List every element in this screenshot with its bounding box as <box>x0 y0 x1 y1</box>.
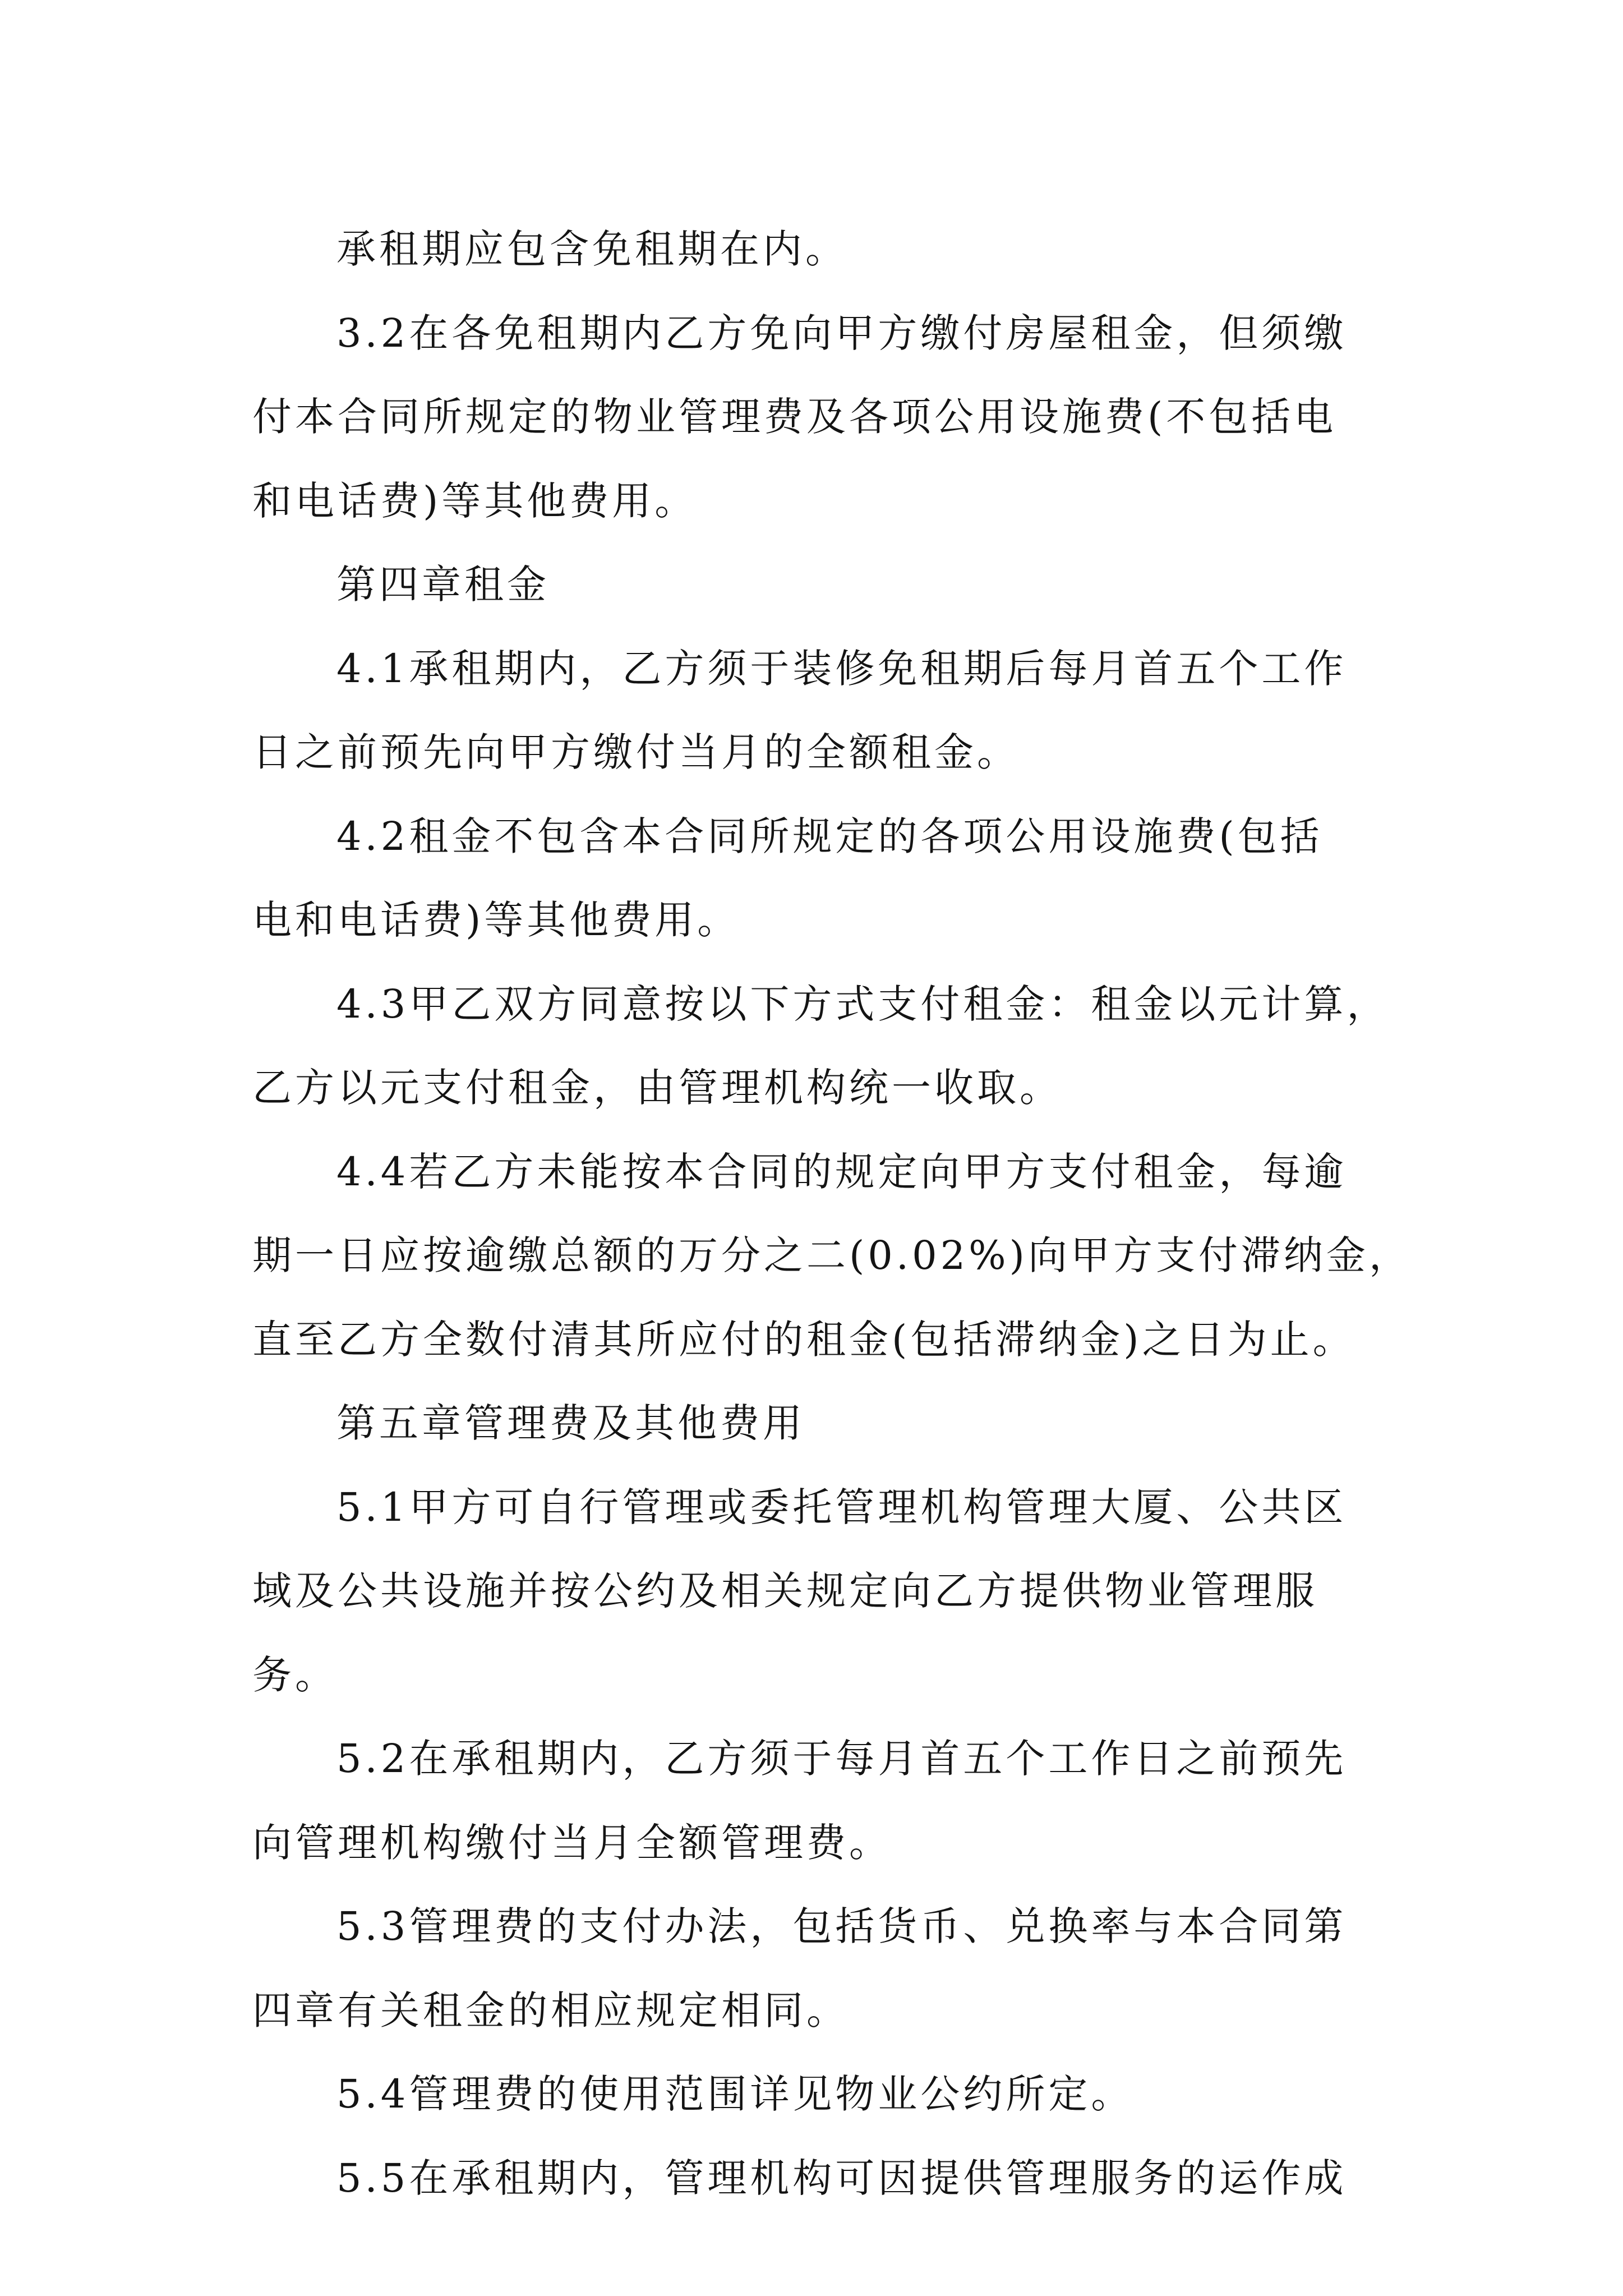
text-line: 域及公共设施并按公约及相关规定向乙方提供物业管理服 <box>252 1568 1318 1614</box>
text-line: 电和电话费)等其他费用。 <box>252 897 740 943</box>
text-line: 四章有关租金的相应规定相同。 <box>252 1987 849 2033</box>
text-line: 5.4管理费的使用范围详见物业公约所定。 <box>336 2071 1134 2117</box>
text-line: 4.1承租期内，乙方须于装修免租期后每月首五个工作 <box>336 645 1347 692</box>
text-line: 务。 <box>252 1651 338 1698</box>
chapter-heading: 第五章管理费及其他费用 <box>336 1400 805 1446</box>
text-line: 日之前预先向甲方缴付当月的全额租金。 <box>252 729 1020 775</box>
text-line: 承租期应包含免租期在内。 <box>336 226 848 272</box>
document-page <box>252 208 1412 2220</box>
text-line: 5.5在承租期内，管理机构可因提供管理服务的运作成 <box>336 2155 1347 2201</box>
text-line: 5.2在承租期内，乙方须于每月首五个工作日之前预先 <box>336 1736 1347 1782</box>
text-line: 期一日应按逾缴总额的万分之二(0.02%)向甲方支付滞纳金， <box>252 1232 1412 1278</box>
text-line: 向管理机构缴付当月全额管理费。 <box>252 1819 892 1866</box>
text-line: 付本合同所规定的物业管理费及各项公用设施费(不包括电 <box>252 394 1337 440</box>
text-line: 和电话费)等其他费用。 <box>252 477 698 524</box>
text-line: 3.2在各免租期内乙方免向甲方缴付房屋租金，但须缴 <box>336 310 1347 356</box>
chapter-heading: 第四章租金 <box>336 562 550 608</box>
text-line: 5.3管理费的支付办法，包括货币、兑换率与本合同第 <box>336 1903 1347 1949</box>
text-line: 乙方以元支付租金，由管理机构统一收取。 <box>252 1065 1062 1111</box>
text-line: 直至乙方全数付清其所应付的租金(包括滞纳金)之日为止。 <box>252 1316 1355 1363</box>
text-line: 4.2租金不包含本合同所规定的各项公用设施费(包括 <box>336 813 1323 859</box>
text-line: 4.4若乙方未能按本合同的规定向甲方支付租金，每逾 <box>336 1148 1347 1195</box>
text-line: 5.1甲方可自行管理或委托管理机构管理大厦、公共区 <box>336 1484 1347 1530</box>
text-line: 4.3甲乙双方同意按以下方式支付租金：租金以元计算， <box>336 981 1390 1027</box>
